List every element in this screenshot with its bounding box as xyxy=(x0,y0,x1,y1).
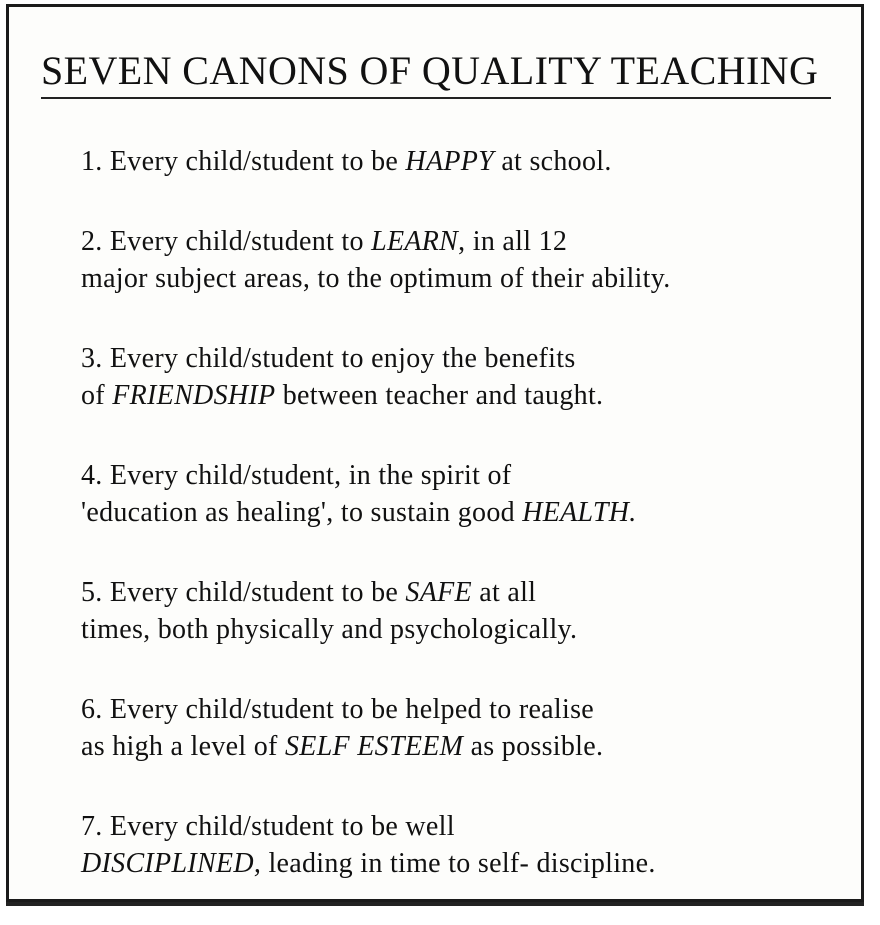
canon-line xyxy=(81,457,861,494)
canon-keyword: DISCIPLINED, xyxy=(81,848,262,879)
canon-line xyxy=(81,340,861,377)
canon-text: 'education as healing', to sustain good xyxy=(81,497,523,528)
canon-line xyxy=(81,260,861,297)
canon-text: as high a level of xyxy=(81,731,285,762)
canon-text: 5. Every child/student to be xyxy=(81,577,406,608)
canon-line xyxy=(81,494,861,531)
canons-list xyxy=(81,143,861,925)
canons-box xyxy=(6,4,864,902)
canon-line xyxy=(81,691,861,728)
canon-item-4 xyxy=(81,457,861,531)
canon-line xyxy=(81,808,861,845)
canon-line xyxy=(81,728,861,765)
canon-text: 2. Every child/student to xyxy=(81,226,372,257)
canon-text: at school. xyxy=(494,146,612,177)
canon-keyword: SELF ESTEEM xyxy=(284,731,464,762)
canon-item-7 xyxy=(81,808,861,882)
canon-keyword: HEALTH. xyxy=(522,497,637,528)
canon-text: 4. Every child/student, in the spirit of xyxy=(81,460,512,491)
canon-keyword: LEARN xyxy=(371,226,459,257)
canon-text: at all xyxy=(471,577,537,608)
canon-item-1 xyxy=(81,143,861,180)
canon-keyword: SAFE xyxy=(405,577,472,608)
canon-text: times, both physically and psychologically. xyxy=(81,614,578,645)
canon-item-3 xyxy=(81,340,861,414)
canon-text: 7. Every child/student to be well xyxy=(81,811,455,842)
canon-line xyxy=(81,611,861,648)
canon-keyword: FRIENDSHIP xyxy=(112,380,276,411)
canon-item-2 xyxy=(81,223,861,297)
canon-line xyxy=(81,574,861,611)
canon-line xyxy=(81,223,861,260)
title-divider xyxy=(41,97,831,99)
canon-item-5 xyxy=(81,574,861,648)
canon-line xyxy=(81,845,861,882)
canon-text: 3. Every child/student to enjoy the benefits xyxy=(81,343,576,374)
canon-text: as possible. xyxy=(463,731,604,762)
canon-item-6 xyxy=(81,691,861,765)
canon-text: , in all 12 xyxy=(458,226,568,257)
canon-line xyxy=(81,377,861,414)
canon-text: 6. Every child/student to be helped to realise xyxy=(81,694,594,725)
canon-keyword: HAPPY xyxy=(405,146,495,177)
canon-text: between teacher and taught. xyxy=(275,380,604,411)
canon-line xyxy=(81,143,861,180)
canon-text: leading in time to self- discipline. xyxy=(261,848,656,879)
canon-text: of xyxy=(81,380,113,411)
document-title: SEVEN CANONS OF QUALITY TEACHING xyxy=(41,48,819,93)
canon-text: 1. Every child/student to be xyxy=(81,146,406,177)
canon-text: major subject areas, to the optimum of their ability. xyxy=(81,263,671,294)
